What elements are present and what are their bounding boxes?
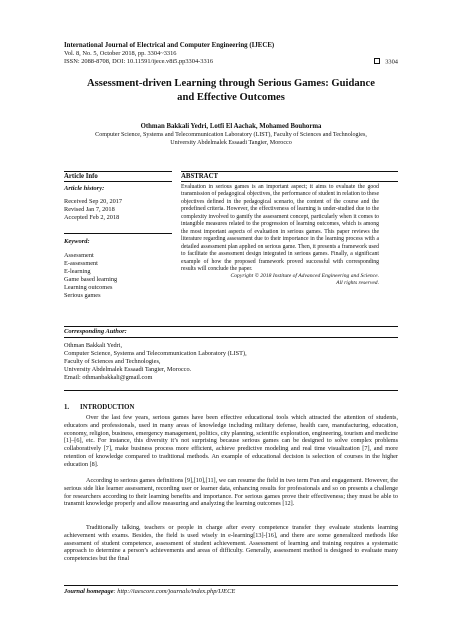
affiliation-line: Computer Science, Systems and Telecommunication Laboratory (LIST), Faculty of Sciences and Technologies, bbox=[95, 132, 367, 138]
corr-line: Othman Bakkali Yedri, bbox=[64, 342, 123, 349]
keyword-item: Game based learning bbox=[64, 276, 118, 283]
history-item: Revised Jan 7, 2018 bbox=[64, 206, 115, 213]
footer-url[interactable]: : http://iaescore.com/journals/index.php/IJECE bbox=[113, 588, 236, 595]
divider bbox=[64, 585, 398, 586]
title-line: and Effective Outcomes bbox=[177, 92, 285, 103]
section-title: INTRODUCTION bbox=[80, 404, 135, 411]
divider bbox=[64, 326, 398, 327]
journal-header bbox=[64, 42, 398, 67]
history-label: Article history: bbox=[64, 185, 105, 192]
corr-email[interactable]: Email: othmanbakkali@gmail.com bbox=[64, 374, 153, 381]
copyright-line: Copyright © 2018 Institute of Advanced Engineering and Science. bbox=[230, 273, 379, 279]
corr-line: University Abdelmalek Essaadi Tangier, Morocco. bbox=[64, 366, 192, 373]
keyword-item: E-learning bbox=[64, 268, 91, 275]
box-icon bbox=[374, 58, 380, 64]
keyword-item: Assessment bbox=[64, 252, 94, 259]
divider bbox=[64, 337, 398, 338]
divider bbox=[64, 233, 172, 234]
journal-footer bbox=[64, 588, 235, 595]
authors: Othman Bakkali Yedri, Lotfi El Aachak, Mohamed Bouhorma bbox=[140, 123, 322, 130]
abstract-text: Evaluation in serious games is an important aspect; it aims to evaluate the good transmission of pedagogical objectives, the performance of student in relation to these objectives defined in the pedagogical scenario, the content of the course and the predefined criteria. However, the effectiveness of learning is under-studied due to the complexity involved to gamify the assessment concept, particularly when it comes to intangible measures related to the progression of learning outcomes, which is among the most important aspects of evaluation in serious games. This paper reviews the literature regarding assessment due to their importance in the learning process with a detailed assessment plan applied on serious game. Then, it presents a framework used to facilitate the assessment design integrated in serious games. Finally, a significant example of how the proposed framework proved successful with corresponding results will conclude the paper. bbox=[181, 184, 379, 272]
journal-name: International Journal of Electrical and Computer Engineering (IJECE) bbox=[64, 42, 275, 49]
history-item: Accepted Feb 2, 2018 bbox=[64, 214, 120, 221]
corr-line: Faculty of Sciences and Technologies, bbox=[64, 358, 161, 365]
title-line: Assessment-driven Learning through Serious Games: Guidance bbox=[87, 78, 375, 89]
corresponding-label: Corresponding Author: bbox=[64, 328, 127, 335]
keyword-list bbox=[64, 252, 117, 300]
affiliation-line: University Abdelmalek Essaadi Tangier, Morocco bbox=[170, 140, 292, 146]
divider bbox=[181, 181, 398, 182]
divider bbox=[64, 390, 398, 391]
article-info-heading: Article Info bbox=[64, 173, 98, 180]
affiliation bbox=[64, 131, 398, 147]
keyword-label: Keyword: bbox=[64, 238, 90, 245]
paragraph: According to serious games definitions [9],[10],[11], we can resume the field in two term Fun and engagement. However, the serious side like learner assessment, recording user or learner data, enhancing results for professionals and so on presents a challenge for researchers according to their learning benefits and importance. For serious games prove their effectiveness; they must be able to transmit knowledge properly and allow measuring and analyzing the learning outcomes [12]. bbox=[64, 477, 398, 508]
keyword-item: E-assessment bbox=[64, 260, 98, 267]
copyright bbox=[181, 273, 379, 288]
page-number: 3304 bbox=[385, 58, 398, 66]
paragraph: Traditionally talking, teachers or people in charge after every competence transfer they evaluate students learning achievement with exams. Besides, the field is used wisely in e-learning[13]-[16], and there are some generalized methods like assessment of student competence, assessment of student achievement. Assessment of learning and training requires a systematic approach to determine a person’s achievements and areas of difficulty. Generally, assessment method is designed to evaluate many competencies but the final bbox=[64, 524, 398, 563]
corresponding-author bbox=[64, 342, 384, 382]
corr-line: Computer Science, Systems and Telecommunication Laboratory (LIST), bbox=[64, 350, 247, 357]
history-list bbox=[64, 198, 122, 222]
section-number: 1. bbox=[64, 404, 70, 411]
paper-title bbox=[64, 77, 398, 105]
section-heading bbox=[64, 404, 134, 411]
copyright-line: All rights reserved. bbox=[336, 280, 379, 287]
divider bbox=[181, 171, 398, 172]
keyword-item: Serious games bbox=[64, 292, 101, 299]
history-item: Received Sep 20, 2017 bbox=[64, 198, 123, 205]
abstract-heading: ABSTRACT bbox=[181, 173, 219, 180]
footer-label: Journal homepage bbox=[64, 588, 114, 595]
paragraph: Over the last few years, serious games have been effective educational tools which attracted the attention of students, educators and professionals, used in many areas of knowledge including military defense, health care, manufacturing, education, economy, religion, business, emergency management, politics, city planning, scientific exploration, engineering, tourism and medicine [1]–[6], etc. For instance, this diversity it’s not surprising because serious games can be designed to solve complex problems collaboratively [7], make business process more efficient, achieve predictive modeling and real time visualization [7], and more retention of knowledge compared to traditional methods. An example of educational decision is selection of courses in the higher education [8]. bbox=[64, 414, 398, 468]
volume-line: Vol. 8, No. 5, October 2018, pp. 3304~3316 bbox=[64, 50, 177, 58]
keyword-item: Learning outcomes bbox=[64, 284, 113, 291]
divider bbox=[64, 171, 172, 172]
issn-line: ISSN: 2088-8708, DOI: 10.11591/ijece.v8i5.pp3304-3316 bbox=[64, 58, 214, 66]
divider bbox=[64, 181, 172, 182]
